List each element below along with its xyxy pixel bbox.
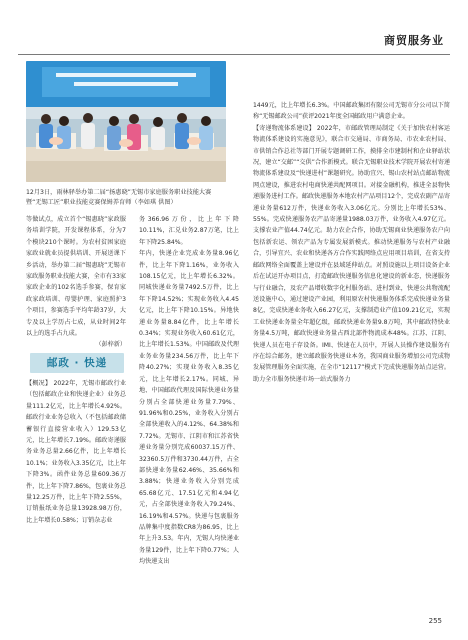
section-banner	[30, 353, 124, 373]
paragraph: 年内，快递企业完成业务量8.96亿件，比上年下降1.16%，业务收入108.15亿元，比上年增长6.32%。同城快递业务量7492.5万件，比上年下降14.52%；实现业务收入4.45亿元，比上年下降10.15%。异地快递业务量8.84亿件，比上年增长0.34%；实现业务收入60.61亿元，比上年增长1.53%。中国邮政及代理业务业务量234.56万件，比上年下降40.27%；实现业务收入8.35亿元，比上年增长2.17%。同城、异地、中国邮政代理及国际快递业务量分别占全部快递业务量7.79%、91.96%和0.25%，业务收入分别占全部快递收入的4.12%、64.38%和7.72%。无锡市、江阴市和江苏省快递业务量分别完成60037.15万件、32360.5万件和3730.44万件，占全部快递业务量62.46%、35.66%和3.88%；快递业务收入分别完成65.68亿元、17.51亿元和4.94亿元，占全部快递业务收入79.24%、16.19%和4.57%。快递与包裹服务品牌集中度指数CR8为86.95，比上年上升3.53。年内，无锡人均快递业务量129件，比上年下降0.77%；人均快递支出	[139, 250, 239, 566]
page-header	[0, 0, 468, 56]
paragraph: 等做试点，成立首个“锡惠晓”家政服务培训学院，开发课程体系，分为7个模块210个课时。为农村贫困家庭家政业就业员提供培训、开展送课下乡活动，举办第二届“锡惠晓”无锡市家政服务职业技能大赛，全市有33家家政企业的102名选手参赛，保育家政家政培训、母婴护理、家庭照护3个项目，参赛选手平均年龄37岁，大专及以上学历占七成，从业时间2年以上的选手占九成。	[26, 216, 126, 338]
author-credit: （彭梓新）	[95, 341, 126, 349]
training-photo	[26, 61, 226, 182]
page-number: 255	[428, 617, 442, 625]
section-title: 商贸服务业	[384, 34, 444, 47]
photo-caption: 12月3日，雨林驿举办第二届“扬惠晓”无锡市家庭服务职业技能大赛暨“无锡工匠”职业技能竞赛保姆养育师（李如琪 供图）	[26, 189, 212, 206]
header-rule	[18, 54, 450, 55]
group-baby-care-training-photo-icon	[26, 61, 226, 182]
paragraph: 务366.96万份，比上年下降10.11%，汇兑业务2.87万笔，比上年下降25.84%。	[139, 216, 239, 246]
column-1	[26, 214, 126, 351]
paragraph: 1449元，比上年增长6.3%。中国邮政集团有限公司无锡市分公司以下简称“无锡邮政公司”获评2021年度全国邮政用户满意企业。	[253, 102, 450, 121]
section-banner-label: 邮政 · 快递	[46, 357, 108, 369]
column-1-lower	[26, 378, 126, 526]
paragraph: 【寄递物流体系建设】 2022年，市邮政管理局制定《关于加快农村客运物流体系建设的实施意见》，联合市交通局、市商务局、市农业农村局、市供销合作总社等部门开展专题调研工作，摸排全市建制村和企业驿站状况，建立“交邮”“交供”合作新模式。联合无锡职业技术学院开展农村寄递物流体系建设及“快递进村”课题研究。协助宜兴、锡山农村站点邮站物流网点建设，推进农村电商快递共配网项目。对接金融机构，推进全县物快递服务进村工作。邮政快递服务本地农村产品项目12个，完成农副产品寄递业务量612万件，快递业务收入3.06亿元。分别比上年增长53%、55%。完成快递服务农产品寄递量1988.03万件，业务收入4.97亿元。支撑农业产值44.74亿元。助力农企合作，协助无锡商业快递服务农户向包括新农运、领农产品为专属发展新模式。推动快递服务与农村产业融合，引导宜兴、农业和快递各方合作实践网络点应用项目培训，在省支持邮政网络全面覆盖上建设并在县域延伸站点。对照设施以上项目设备企业后在试运开办项目点，打造邮政快递服务信息化建设的新业态，快递服务与行业融合，及农产品增收数字化村服务站、进村到业，快递公共物流配送设施中心，通过建设产业园，利用原农村快递服务体系完成快递业务量8亿，完成快递业务收入66.27亿元，支撑制造业产值109.21亿元，实现工业快递业务量全年超亿级，邮政快递业务量9.8万吨，其中邮政特快业务量4.5万吨，邮政快递业务量占西北部件物流成本48%。江苏、江阴、快递人员在电子存设备。IMI、快速在人员中，开展人员操作建设服务有序在综合邮务，建立邮政服务快递业本务，我国商业服务增加公司完成物发展管理服务全面实施，在全市“12117”模式下完成快递服务站点运营。助力全市服务快递市场一站式服务力	[253, 124, 450, 383]
column-2	[139, 214, 239, 568]
paragraph: 【概况】 2022年，无锡市邮政行业（包括邮政企业和快递企业）业务总量111.2亿元，比上年增长4.92%。邮政行业业务总收入（不包括邮政储蓄银行直接营业收入）129.53亿元，比上年增长7.19%。邮政寄递服务业务总量2.66亿件，比上年增长10.1%；业务收入3.35亿元，比上年下降3%。函件业务总量609.36万件，比上年下降7.86%，包裹业务总量12.25万件，比上年下降2.55%，订销报纸业务总量13928.98万份，比上年增长0.58%；订销杂志业	[26, 380, 126, 524]
column-3	[253, 100, 450, 385]
